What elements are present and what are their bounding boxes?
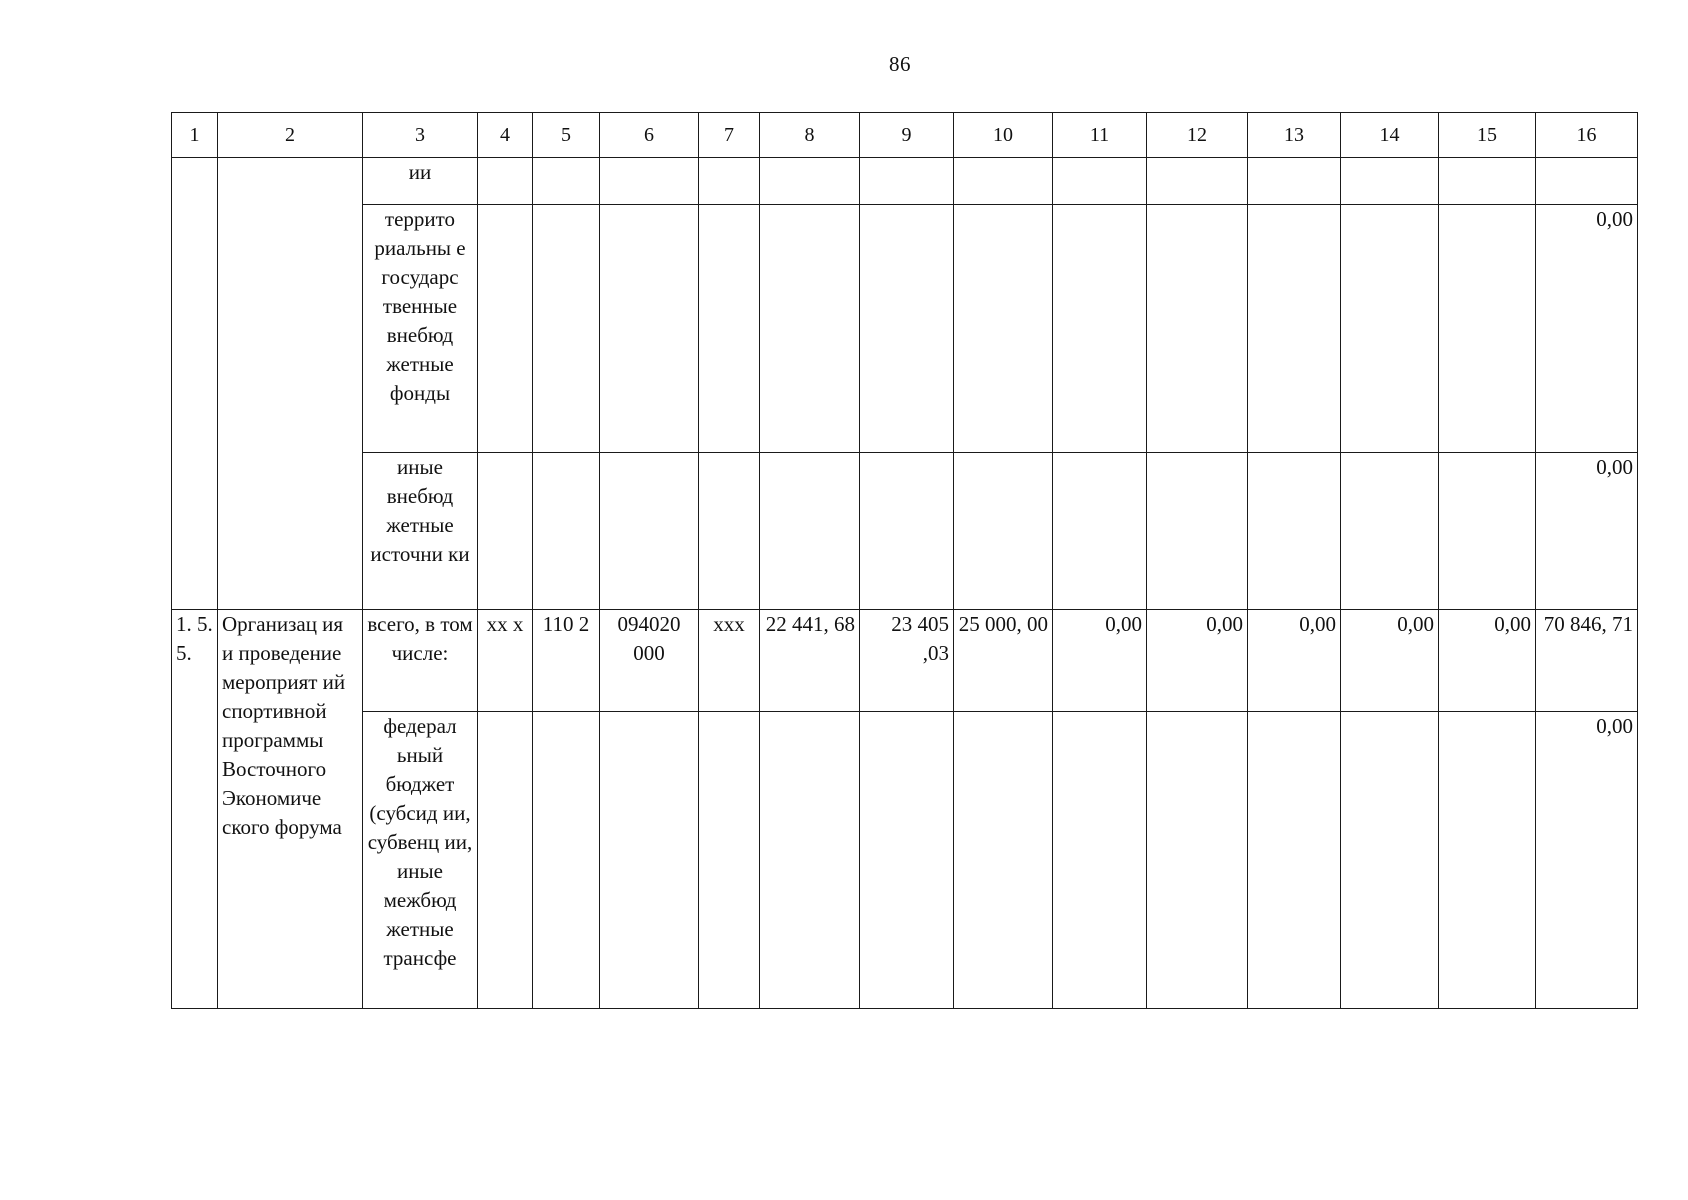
header-cell-9: 9 — [860, 113, 954, 158]
page-number: 86 — [889, 52, 911, 76]
col8-cell: 22 441, 68 — [760, 610, 860, 712]
total-cell: 0,00 — [1536, 205, 1638, 453]
funding-source-cell: ии — [363, 158, 478, 205]
col11-cell: 0,00 — [1053, 610, 1147, 712]
header-cell-13: 13 — [1248, 113, 1341, 158]
header-cell-6: 6 — [600, 113, 699, 158]
table-row — [172, 712, 1638, 1009]
col10-cell: 25 000, 00 — [954, 610, 1053, 712]
header-cell-4: 4 — [478, 113, 533, 158]
item-index-cell: 1. 5. 5. — [172, 610, 218, 1009]
item-name-cell: Организац ия и проведение мероприят ий спортивной программы Восточного Экономиче ского форума — [218, 610, 363, 1009]
header-row — [172, 113, 1638, 158]
header-cell-15: 15 — [1439, 113, 1536, 158]
index-cell-continued — [172, 158, 218, 610]
col5-cell: 110 2 — [533, 610, 600, 712]
total-cell: 0,00 — [1536, 453, 1638, 610]
col7-cell: ххх — [699, 610, 760, 712]
header-cell-1: 1 — [172, 113, 218, 158]
header-cell-11: 11 — [1053, 113, 1147, 158]
header-cell-5: 5 — [533, 113, 600, 158]
col9-cell: 23 405 ,03 — [860, 610, 954, 712]
table-row — [172, 158, 1638, 205]
col15-cell: 0,00 — [1439, 610, 1536, 712]
header-cell-16: 16 — [1536, 113, 1638, 158]
total-cell: 70 846, 71 — [1536, 610, 1638, 712]
budget-table — [171, 112, 1638, 1009]
header-cell-3: 3 — [363, 113, 478, 158]
header-cell-2: 2 — [218, 113, 363, 158]
table-row — [172, 205, 1638, 453]
total-cell: 0,00 — [1536, 712, 1638, 1009]
header-cell-10: 10 — [954, 113, 1053, 158]
header-cell-7: 7 — [699, 113, 760, 158]
col4-cell: хх х — [478, 610, 533, 712]
name-cell-continued — [218, 158, 363, 610]
col6-cell: 094020 000 — [600, 610, 699, 712]
funding-source-cell: федерал ьный бюджет (субсид ии, субвенц ии, иные межбюд жетные трансфе — [363, 712, 478, 1009]
col12-cell: 0,00 — [1147, 610, 1248, 712]
funding-source-cell: всего, в том числе: — [363, 610, 478, 712]
header-cell-8: 8 — [760, 113, 860, 158]
funding-source-cell: иные внебюд жетные источни ки — [363, 453, 478, 610]
header-cell-12: 12 — [1147, 113, 1248, 158]
col14-cell: 0,00 — [1341, 610, 1439, 712]
header-cell-14: 14 — [1341, 113, 1439, 158]
table-row — [172, 453, 1638, 610]
col13-cell: 0,00 — [1248, 610, 1341, 712]
funding-source-cell: террито риальны е государс твенные внебюд жетные фонды — [363, 205, 478, 453]
table-row — [172, 610, 1638, 712]
